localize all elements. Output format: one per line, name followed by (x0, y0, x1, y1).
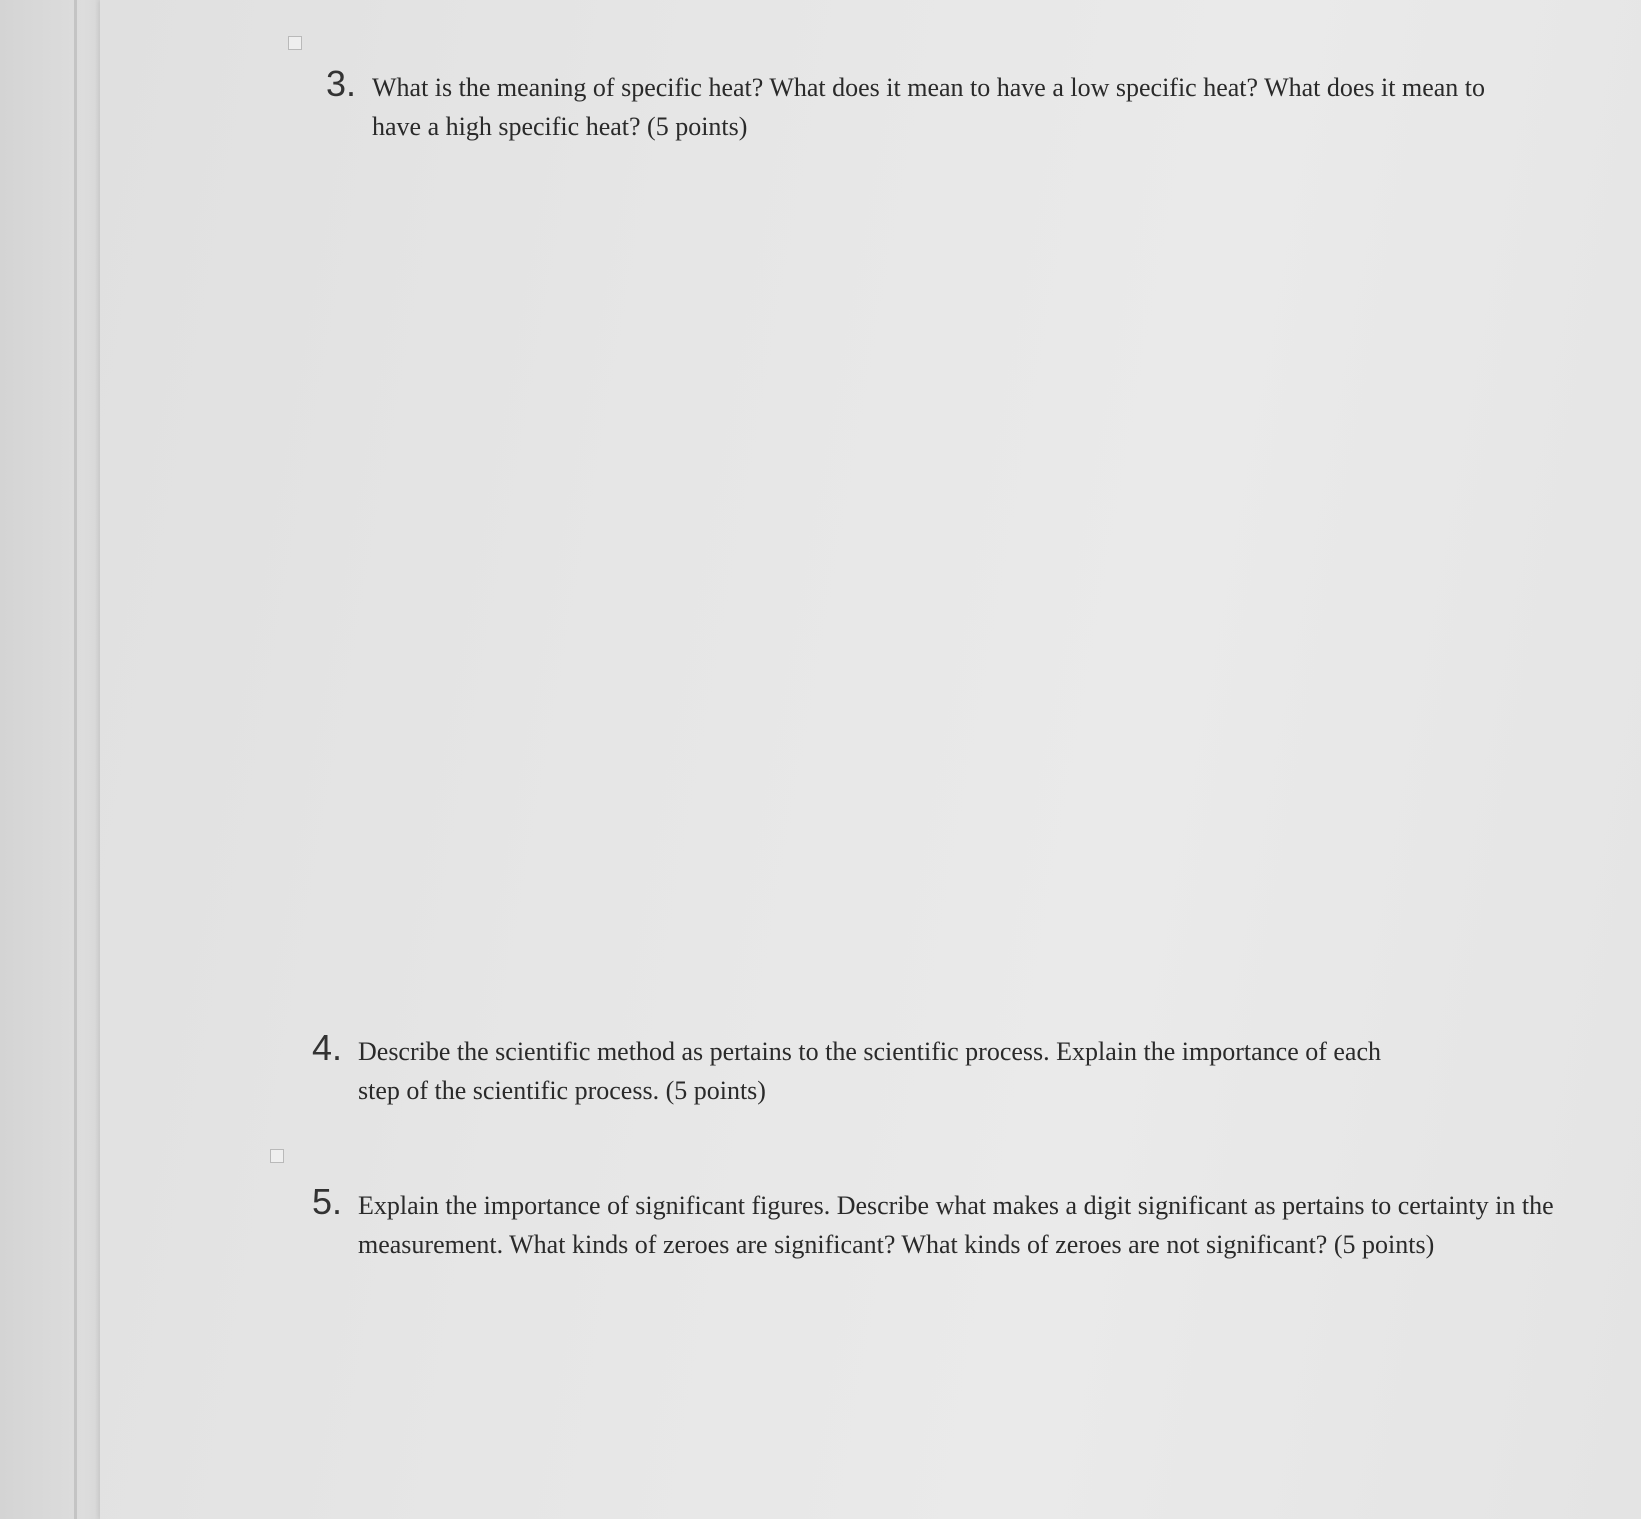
question-number: 5. (312, 1181, 343, 1222)
question-3 (326, 63, 1506, 146)
question-number: 4. (312, 1027, 343, 1068)
question-text: Describe the scientific method as pertains to the scientific process. Explain the importance of each step of the scientific process. (5 points) (358, 1037, 1382, 1105)
sheet-edge (74, 0, 77, 1519)
question-number: 3. (326, 63, 357, 104)
checkbox-square[interactable] (270, 1149, 284, 1163)
question-5 (312, 1181, 1560, 1264)
checkbox-square[interactable] (288, 36, 302, 50)
question-4 (312, 1027, 1392, 1110)
worksheet-page (100, 0, 1641, 1519)
question-text: What is the meaning of specific heat? What does it mean to have a low specific heat? What does it mean to have a high specific heat? (5 points) (372, 73, 1486, 141)
question-text: Explain the importance of significant figures. Describe what makes a digit significant as pertains to certainty in the measurement. What kinds of zeroes are significant? What kinds of zeroes are not significant? (5 points) (358, 1191, 1554, 1259)
